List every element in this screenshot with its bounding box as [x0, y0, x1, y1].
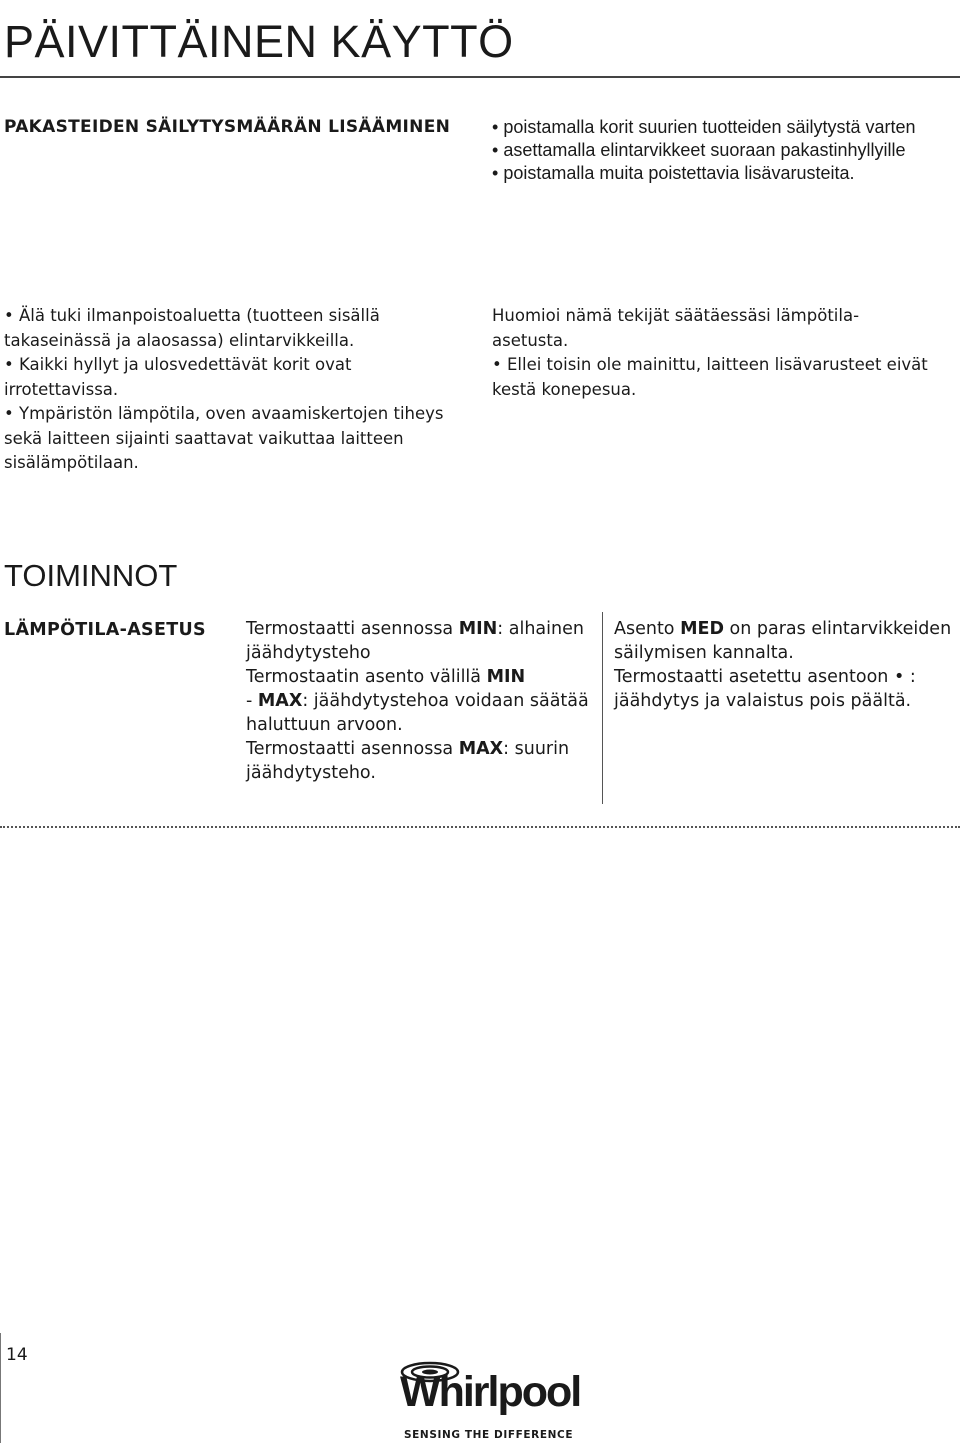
- note-line: • Ellei toisin ole mainittu, laitteen lisävarusteet eivät: [492, 353, 957, 378]
- note-line: säilymisen kannalta.: [614, 643, 794, 663]
- storage-item: • poistamalla korit suurien tuotteiden säilytystä varten: [492, 116, 954, 139]
- note-line: Huomioi nämä tekijät säätäessäsi lämpötila-: [492, 306, 860, 325]
- storage-heading: PAKASTEIDEN SÄILYTYSMÄÄRÄN LISÄÄMINEN: [4, 117, 451, 137]
- functions-heading: TOIMINNOT: [4, 558, 178, 593]
- desc-line: - MAX: jäähdytystehoa voidaan säätää: [246, 691, 589, 711]
- page-number-rule: [0, 1333, 1, 1443]
- note-line: sisälämpötilaan.: [4, 453, 139, 472]
- desc-line: Termostaatin asento välillä MIN: [246, 667, 526, 687]
- note-line: Asento MED on paras elintarvikkeiden: [614, 619, 952, 639]
- note-line: sekä laitteen sijainti saattavat vaikuttaa laitteen: [4, 428, 404, 448]
- desc-line: jäähdytysteho.: [246, 763, 376, 783]
- notes-right: [492, 304, 957, 402]
- note-line: Termostaatti asetettu asentoon • :: [614, 667, 916, 687]
- note-line: • Ympäristön lämpötila, oven avaamiskertojen tiheys: [4, 402, 474, 427]
- whirlpool-logo: [400, 1358, 581, 1444]
- note-line: asetusta.: [492, 330, 569, 350]
- brand-wordmark: Whirlpool: [400, 1368, 581, 1416]
- column-divider: [602, 612, 603, 804]
- note-line: kestä konepesua.: [492, 379, 637, 399]
- page-number: 14: [6, 1345, 28, 1365]
- desc-line: Termostaatti asennossa MAX: suurin: [246, 739, 570, 759]
- note-line: • Kaikki hyllyt ja ulosvedettävät korit ovat: [4, 353, 474, 378]
- page-title: PÄIVITTÄINEN KÄYTTÖ: [4, 16, 514, 67]
- storage-item: • poistamalla muita poistettavia lisävarusteita.: [492, 162, 954, 185]
- storage-list: [492, 116, 954, 185]
- notes-left: [4, 304, 474, 476]
- temperature-notes: [614, 617, 959, 713]
- title-divider: [0, 76, 960, 78]
- note-line: irrotettavissa.: [4, 379, 119, 399]
- storage-item: • asettamalla elintarvikkeet suoraan pakastinhyllyille: [492, 139, 954, 162]
- temperature-setting-heading: LÄMPÖTILA-ASETUS: [4, 620, 206, 640]
- desc-line: Termostaatti asennossa MIN: alhainen: [246, 619, 584, 639]
- note-line: jäähdytys ja valaistus pois päältä.: [614, 691, 912, 711]
- desc-line: jäähdytysteho: [246, 643, 371, 663]
- note-line: • Älä tuki ilmanpoistoaluetta (tuotteen sisällä: [4, 304, 474, 329]
- desc-line: haluttuun arvoon.: [246, 715, 403, 735]
- dotted-divider: [0, 826, 960, 828]
- note-line: takaseinässä ja alaosassa) elintarvikkeilla.: [4, 330, 355, 350]
- brand-tagline: SENSING THE DIFFERENCE: [404, 1429, 574, 1441]
- temperature-description: [246, 617, 596, 785]
